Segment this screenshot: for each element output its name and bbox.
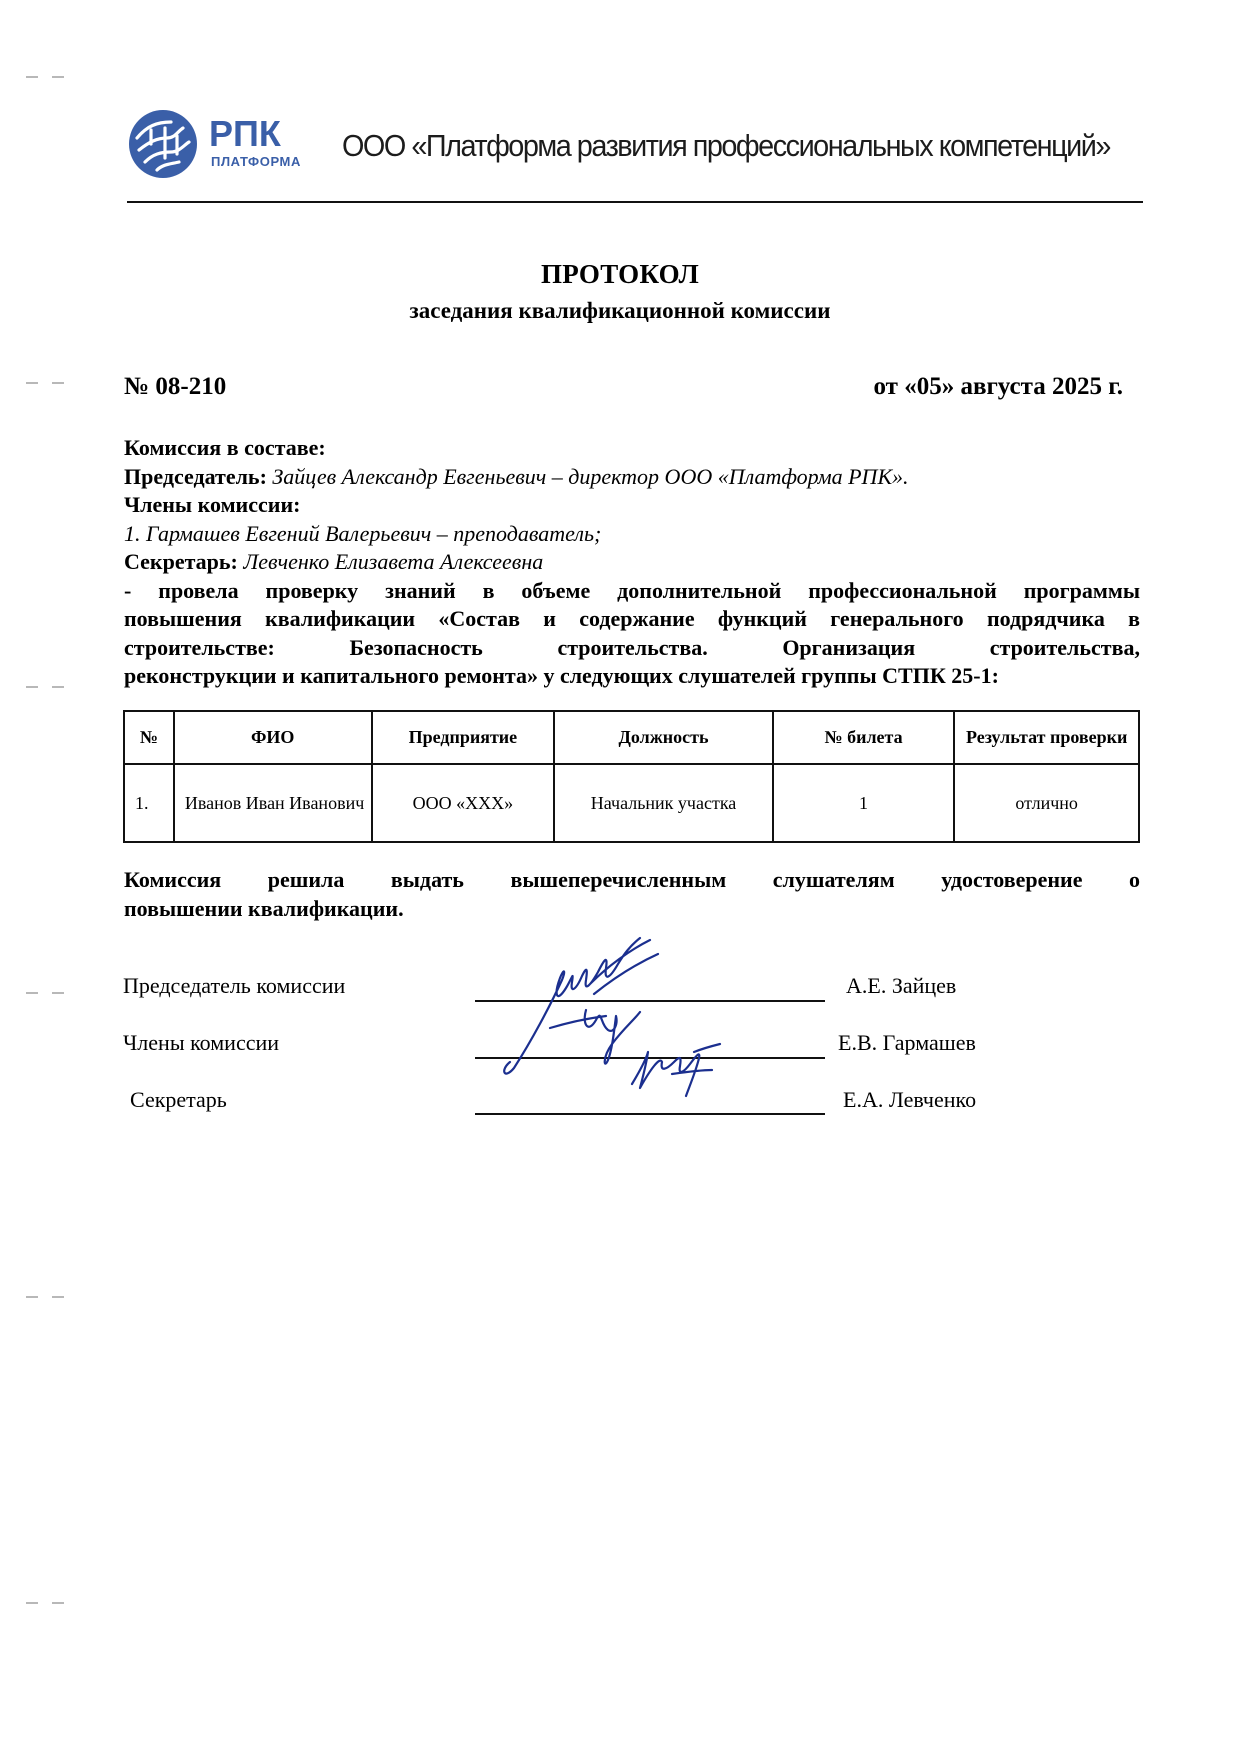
company-logo <box>127 108 317 180</box>
svg-text:ПЛАТФОРМА: ПЛАТФОРМА <box>211 154 301 169</box>
decision-line: повышении квалификации. <box>124 895 404 921</box>
member-item: 1. Гармашев Евгений Валерьевич – преподаватель; <box>124 520 602 546</box>
cell-ticket: 1 <box>773 764 955 842</box>
signature-role-members: Члены комиссии <box>123 1030 280 1055</box>
document-number: № 08-210 <box>124 373 227 400</box>
statement-line: реконструкции и капитального ремонта» у следующих слушателей группы СТПК 25-1: <box>124 663 999 688</box>
cell-result: отлично <box>954 764 1139 842</box>
member-signature-mark <box>550 1010 640 1064</box>
secretary-signature-mark <box>632 1044 720 1096</box>
company-name: ООО «Платформа развития профессиональных компетенций» <box>342 128 1110 163</box>
table-row <box>124 764 1139 842</box>
chair-signature-mark <box>504 938 658 1074</box>
handwritten-signatures <box>490 920 730 1120</box>
results-table <box>123 710 1140 843</box>
statement-line: - провела проверку знаний в объеме дополнительной профессиональной программы <box>124 577 1140 603</box>
column-header-position: Должность <box>554 711 773 764</box>
column-header-ticket: № билета <box>773 711 955 764</box>
margin-mark <box>26 1602 66 1604</box>
signature-name-member: Е.В. Гармашев <box>838 1030 976 1055</box>
signature-role-chair: Председатель комиссии <box>123 973 346 998</box>
document-title: ПРОТОКОЛ <box>540 259 700 289</box>
rpk-logo-icon <box>127 108 317 180</box>
margin-mark <box>26 76 66 78</box>
column-header-number: № <box>124 711 174 764</box>
cell-company: ООО «XXX» <box>372 764 555 842</box>
signature-name-secretary: Е.А. Левченко <box>843 1087 977 1112</box>
margin-mark <box>26 992 66 994</box>
table-header-row <box>124 711 1139 764</box>
signature-role-secretary: Секретарь <box>130 1087 227 1112</box>
chair-value: Зайцев Александр Евгеньевич – директор ООО «Платформа РПК». <box>272 463 909 489</box>
statement-line: строительстве: Безопасность строительства. Организация строительства, <box>124 634 1140 660</box>
signature-name-chair: А.Е. Зайцев <box>846 973 957 998</box>
document-subtitle: заседания квалификационной комиссии <box>409 298 831 323</box>
cell-name: Иванов Иван Иванович <box>174 764 372 842</box>
column-header-company: Предприятие <box>372 711 555 764</box>
secretary-line <box>124 548 1140 577</box>
decision-block <box>124 866 1140 923</box>
secretary-label: Секретарь: <box>124 549 238 574</box>
margin-mark <box>26 382 66 384</box>
statement-line: повышения квалификации «Состав и содержание функций генерального подрядчика в <box>124 606 1140 631</box>
chair-line <box>124 463 1140 492</box>
composition-label: Комиссия в составе: <box>124 435 326 460</box>
cell-position: Начальник участка <box>554 764 773 842</box>
margin-mark <box>26 686 66 688</box>
commission-block <box>124 434 1140 691</box>
secretary-value: Левченко Елизавета Алексеевна <box>243 549 544 574</box>
chair-label: Председатель: <box>124 463 267 489</box>
document-date: от «05» августа 2025 г. <box>873 373 1123 400</box>
cell-number: 1. <box>124 764 174 842</box>
margin-mark <box>26 1296 66 1298</box>
column-header-result: Результат проверки <box>954 711 1139 764</box>
members-label: Члены комиссии: <box>124 492 301 517</box>
decision-line: Комиссия решила выдать вышеперечисленным слушателям удостоверение о <box>124 867 1140 892</box>
svg-text:РПК: РПК <box>209 113 281 154</box>
header-divider <box>127 201 1143 203</box>
column-header-name: ФИО <box>174 711 372 764</box>
